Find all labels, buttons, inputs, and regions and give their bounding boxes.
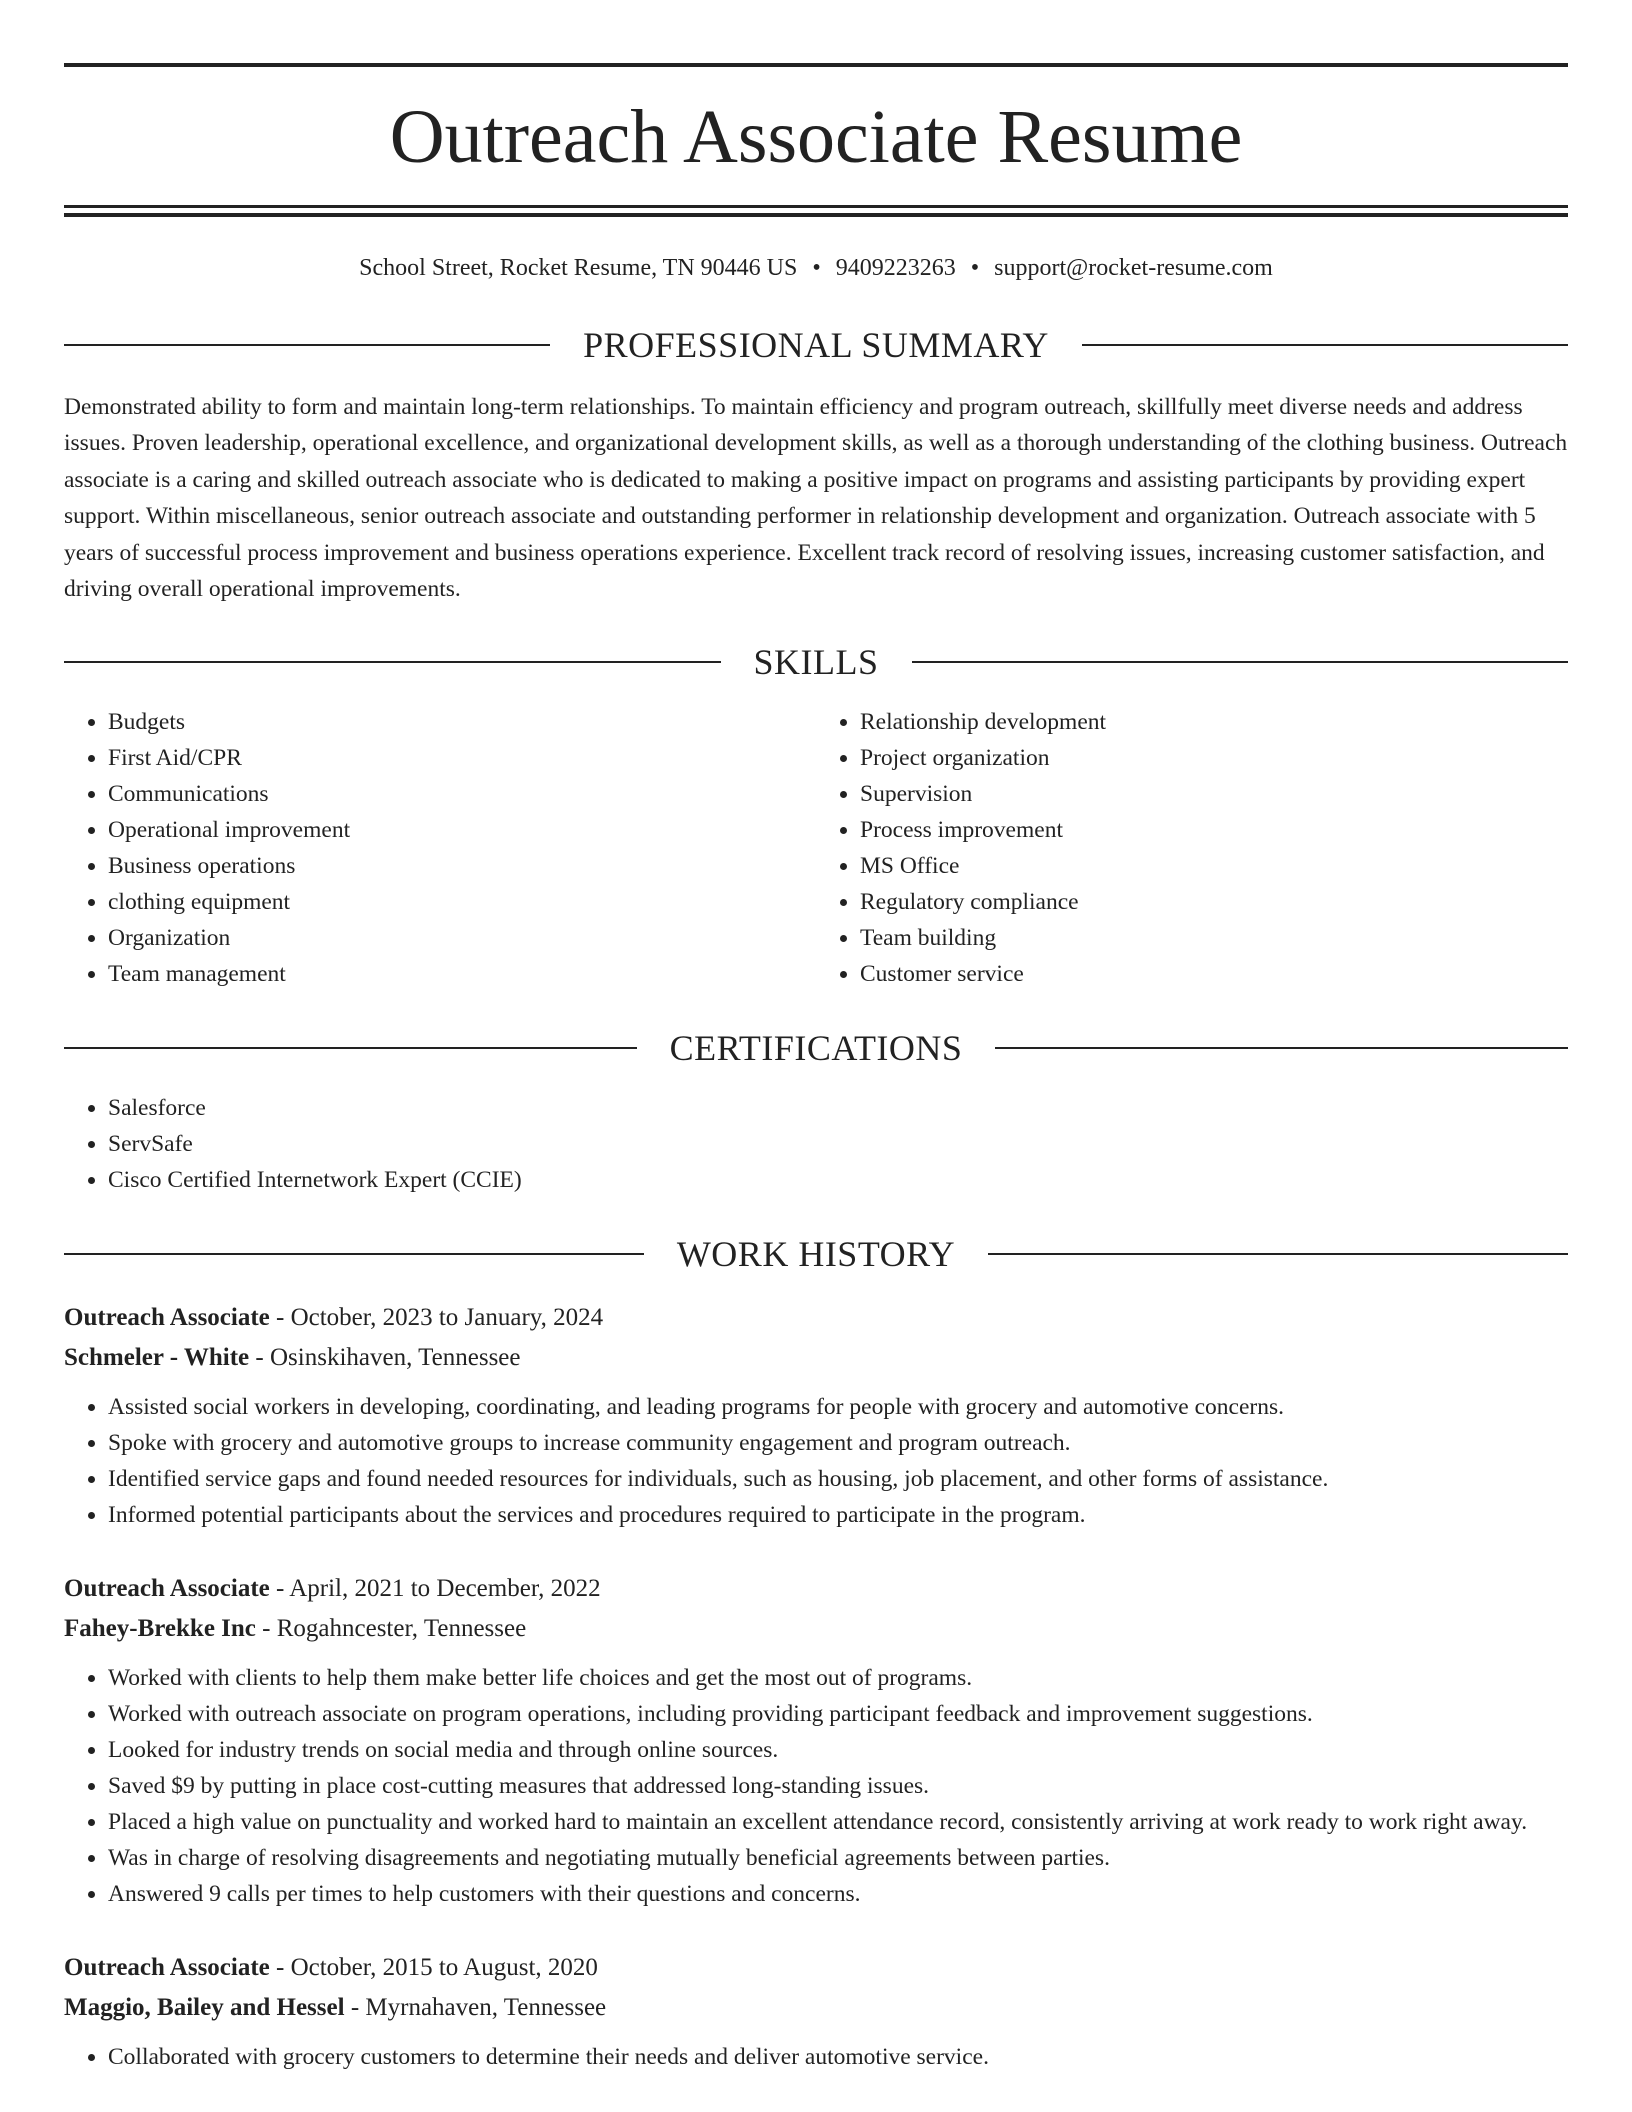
contact-phone: 9409223263 — [835, 255, 956, 281]
job-location: - Rogahncester, Tennessee — [255, 1614, 527, 1642]
heading-rule — [912, 661, 1569, 663]
list-item: • Salesforce — [108, 1090, 1568, 1126]
list-item: • Customer service — [860, 956, 1568, 992]
list-item: • Worked with clients to help them make better life choices and get the most out of programs. — [108, 1660, 1568, 1696]
skills-left-list — [64, 704, 816, 992]
heading-rule — [64, 1253, 644, 1255]
skills-column-left — [64, 704, 816, 992]
job-company: Schmeler - White — [64, 1343, 250, 1371]
job-location: - Osinskihaven, Tennessee — [249, 1343, 521, 1371]
section-title: PROFESSIONAL SUMMARY — [583, 324, 1049, 365]
job-dates: - October, 2023 to January, 2024 — [269, 1303, 604, 1331]
contact-separator: • — [812, 255, 821, 281]
list-item: • Placed a high value on punctuality and worked hard to maintain an excellent attendance record, consistently arriving at work ready to work right away. — [108, 1804, 1568, 1840]
job-bullets — [64, 1660, 1568, 1912]
list-item: • Answered 9 calls per times to help customers with their questions and concerns. — [108, 1876, 1568, 1912]
contact-line — [64, 254, 1568, 283]
list-item: • Relationship development — [860, 704, 1568, 740]
list-item: • First Aid/CPR — [108, 740, 816, 776]
list-item: • MS Office — [860, 848, 1568, 884]
section-heading-work — [64, 1233, 1568, 1274]
heading-rule — [64, 344, 550, 346]
list-item: • Saved $9 by putting in place cost-cutting measures that addressed long-standing issues. — [108, 1768, 1568, 1804]
job-entry — [64, 1948, 1568, 2075]
section-heading-skills — [64, 641, 1568, 682]
section-title: WORK HISTORY — [676, 1233, 956, 1274]
heading-rule — [988, 1253, 1568, 1255]
job-title: Outreach Associate — [64, 1574, 270, 1602]
job-dates: - April, 2021 to December, 2022 — [269, 1574, 601, 1602]
list-item: • Organization — [108, 920, 816, 956]
job-title-line — [64, 1298, 1568, 1338]
job-company-line — [64, 1988, 1568, 2028]
list-item: • Regulatory compliance — [860, 884, 1568, 920]
top-rule — [64, 63, 1568, 67]
job-bullets — [64, 2039, 1568, 2075]
list-item: • Business operations — [108, 848, 816, 884]
page-title: Outreach Associate Resume — [389, 95, 1243, 179]
list-item: • Process improvement — [860, 812, 1568, 848]
contact-separator: • — [970, 255, 980, 281]
list-item: • Cisco Certified Internetwork Expert (CCIE) — [108, 1162, 1568, 1198]
list-item: • Collaborated with grocery customers to determine their needs and deliver automotive service. — [108, 2039, 1568, 2075]
list-item: • Identified service gaps and found needed resources for individuals, such as housing, job placement, and other forms of assistance. — [108, 1461, 1568, 1497]
list-item: • Was in charge of resolving disagreements and negotiating mutually beneficial agreements between parties. — [108, 1840, 1568, 1876]
list-item: • Budgets — [108, 704, 816, 740]
list-item: • Communications — [108, 776, 816, 812]
job-entry — [64, 1298, 1568, 1533]
contact-email: support@rocket-resume.com — [994, 255, 1273, 281]
job-entry — [64, 1569, 1568, 1912]
job-company-line — [64, 1338, 1568, 1378]
certifications-items — [64, 1090, 1568, 1198]
job-title: Outreach Associate — [64, 1303, 270, 1331]
heading-rule — [995, 1047, 1568, 1049]
job-company: Fahey-Brekke Inc — [64, 1614, 256, 1642]
list-item: • Team management — [108, 956, 816, 992]
job-title: Outreach Associate — [64, 1953, 270, 1981]
section-heading-summary — [64, 324, 1568, 365]
skills-right-list — [816, 704, 1568, 992]
list-item: • Assisted social workers in developing, coordinating, and leading programs for people with grocery and automotive concerns. — [108, 1389, 1568, 1425]
job-title-line — [64, 1948, 1568, 1988]
job-company-line — [64, 1609, 1568, 1649]
title-double-rule — [64, 205, 1568, 217]
list-item: • Team building — [860, 920, 1568, 956]
list-item: • Informed potential participants about the services and procedures required to participate in the program. — [108, 1497, 1568, 1533]
section-heading-certifications — [64, 1027, 1568, 1068]
skills-list — [64, 704, 1568, 992]
summary-text: Demonstrated ability to form and maintain long-term relationships. To maintain efficiency and program outreach, skillfully meet diverse needs and address issues. Proven leadership, operational excellence, and organizational development skills, as well as a thorough understanding of the clothing business. Outreach associate is a caring and skilled outreach associate who is dedicated to making a positive impact on programs and assisting participants by providing expert support. Within miscellaneous, senior outreach associate and outstanding performer in relationship development and organization. Outreach associate with 5 years of successful process improvement and business operations experience. Excellent track record of resolving issues, increasing customer satisfaction, and driving overall operational improvements. — [64, 393, 1568, 603]
job-location: - Myrnahaven, Tennessee — [344, 1993, 607, 2021]
work-history-list — [64, 1298, 1568, 2075]
list-item: • Supervision — [860, 776, 1568, 812]
list-item: • Spoke with grocery and automotive groups to increase community engagement and program outreach. — [108, 1425, 1568, 1461]
heading-rule — [1082, 344, 1568, 346]
job-bullets — [64, 1389, 1568, 1533]
job-dates: - October, 2015 to August, 2020 — [269, 1953, 598, 1981]
contact-address: School Street, Rocket Resume, TN 90446 US — [359, 255, 798, 281]
section-title: CERTIFICATIONS — [669, 1027, 963, 1068]
job-title-line — [64, 1569, 1568, 1609]
list-item: • Operational improvement — [108, 812, 816, 848]
list-item: • Worked with outreach associate on program operations, including providing participant feedback and improvement suggestions. — [108, 1696, 1568, 1732]
heading-rule — [64, 1047, 637, 1049]
list-item: • clothing equipment — [108, 884, 816, 920]
skills-column-right — [816, 704, 1568, 992]
list-item: • Looked for industry trends on social media and through online sources. — [108, 1732, 1568, 1768]
job-company: Maggio, Bailey and Hessel — [64, 1993, 345, 2021]
heading-rule — [64, 661, 721, 663]
list-item: • Project organization — [860, 740, 1568, 776]
certifications-list — [64, 1090, 1568, 1198]
section-title: SKILLS — [753, 641, 879, 682]
list-item: • ServSafe — [108, 1126, 1568, 1162]
